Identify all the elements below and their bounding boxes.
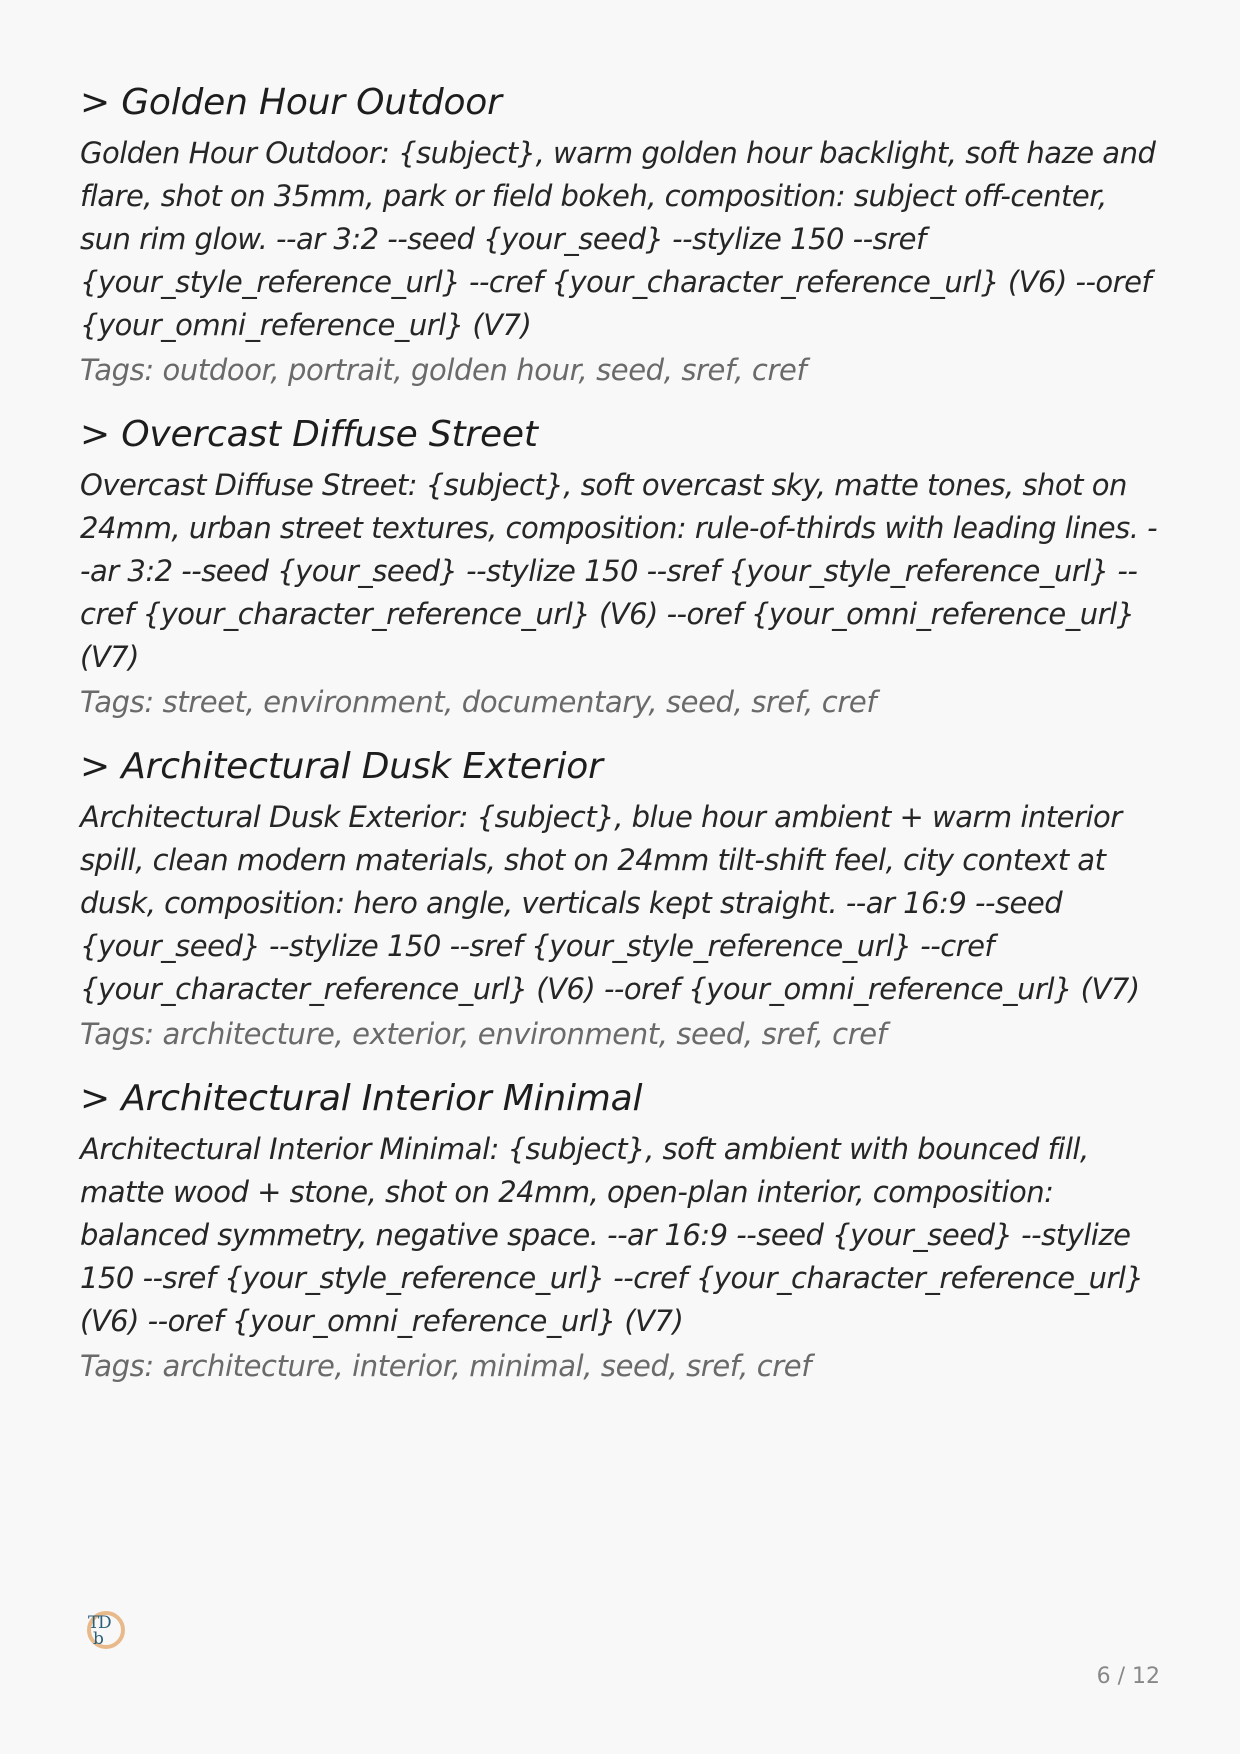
entry-tags: Tags: outdoor, portrait, golden hour, seed, sref, cref bbox=[80, 353, 807, 387]
prompt-entry-golden-hour bbox=[80, 76, 1164, 393]
prompt-list bbox=[80, 76, 1164, 1404]
entry-title: > Architectural Dusk Exterior bbox=[80, 746, 603, 787]
prompt-entry-interior-minimal bbox=[80, 1072, 1164, 1389]
entry-prompt: Overcast Diffuse Street: {subject}, soft overcast sky, matte tones, shot on 24mm, urban street textures, composition: rule-of-thirds with leading lines. --ar 3:2 --seed {your_seed} --stylize 150 --sref {your_style_reference_url} --cref {your_character_reference_url} (V6) --oref {your_omni_reference_url} (V7) bbox=[80, 468, 1158, 674]
entry-tags: Tags: street, environment, documentary, seed, sref, cref bbox=[80, 685, 877, 719]
entry-prompt: Golden Hour Outdoor: {subject}, warm golden hour backlight, soft haze and flare, shot on 35mm, park or field bokeh, composition: subject off-center, sun rim glow. --ar 3:2 --seed {your_seed} --stylize 150 --sref {your_style_reference_url} --cref {your_character_reference_url} (V6) --oref {your_omni_reference_url} (V7) bbox=[80, 136, 1156, 342]
logo-letter-b: b bbox=[93, 1629, 104, 1649]
entry-tags: Tags: architecture, exterior, environment, seed, sref, cref bbox=[80, 1017, 887, 1051]
prompt-entry-overcast-street bbox=[80, 408, 1164, 725]
entry-title: > Architectural Interior Minimal bbox=[80, 1078, 643, 1119]
prompt-entry-dusk-exterior bbox=[80, 740, 1164, 1057]
entry-title: > Overcast Diffuse Street bbox=[80, 414, 538, 455]
tdb-logo-graphic bbox=[84, 1608, 126, 1650]
page-number: 6 / 12 bbox=[1096, 1664, 1160, 1689]
entry-title: > Golden Hour Outdoor bbox=[80, 82, 502, 123]
entry-prompt: Architectural Interior Minimal: {subject}, soft ambient with bounced fill, matte wood + stone, shot on 24mm, open-plan interior, composition: balanced symmetry, negative space. --ar 16:9 --seed {your_seed} --stylize 150 --sref {your_style_reference_url} --cref {your_character_reference_url} (V6) --oref {your_omni_reference_url} (V7) bbox=[80, 1132, 1144, 1338]
entry-tags: Tags: architecture, interior, minimal, seed, sref, cref bbox=[80, 1349, 812, 1383]
tdb-logo-icon bbox=[84, 1608, 126, 1650]
logo-letter-d: D bbox=[98, 1613, 112, 1633]
logo-letter-t: T bbox=[88, 1613, 100, 1633]
entry-prompt: Architectural Dusk Exterior: {subject}, blue hour ambient + warm interior spill, clean modern materials, shot on 24mm tilt-shift feel, city context at dusk, composition: hero angle, verticals kept straight. --ar 16:9 --seed {your_seed} --stylize 150 --sref {your_style_reference_url} --cref {your_character_reference_url} (V6) --oref {your_omni_reference_url} (V7) bbox=[80, 800, 1140, 1006]
